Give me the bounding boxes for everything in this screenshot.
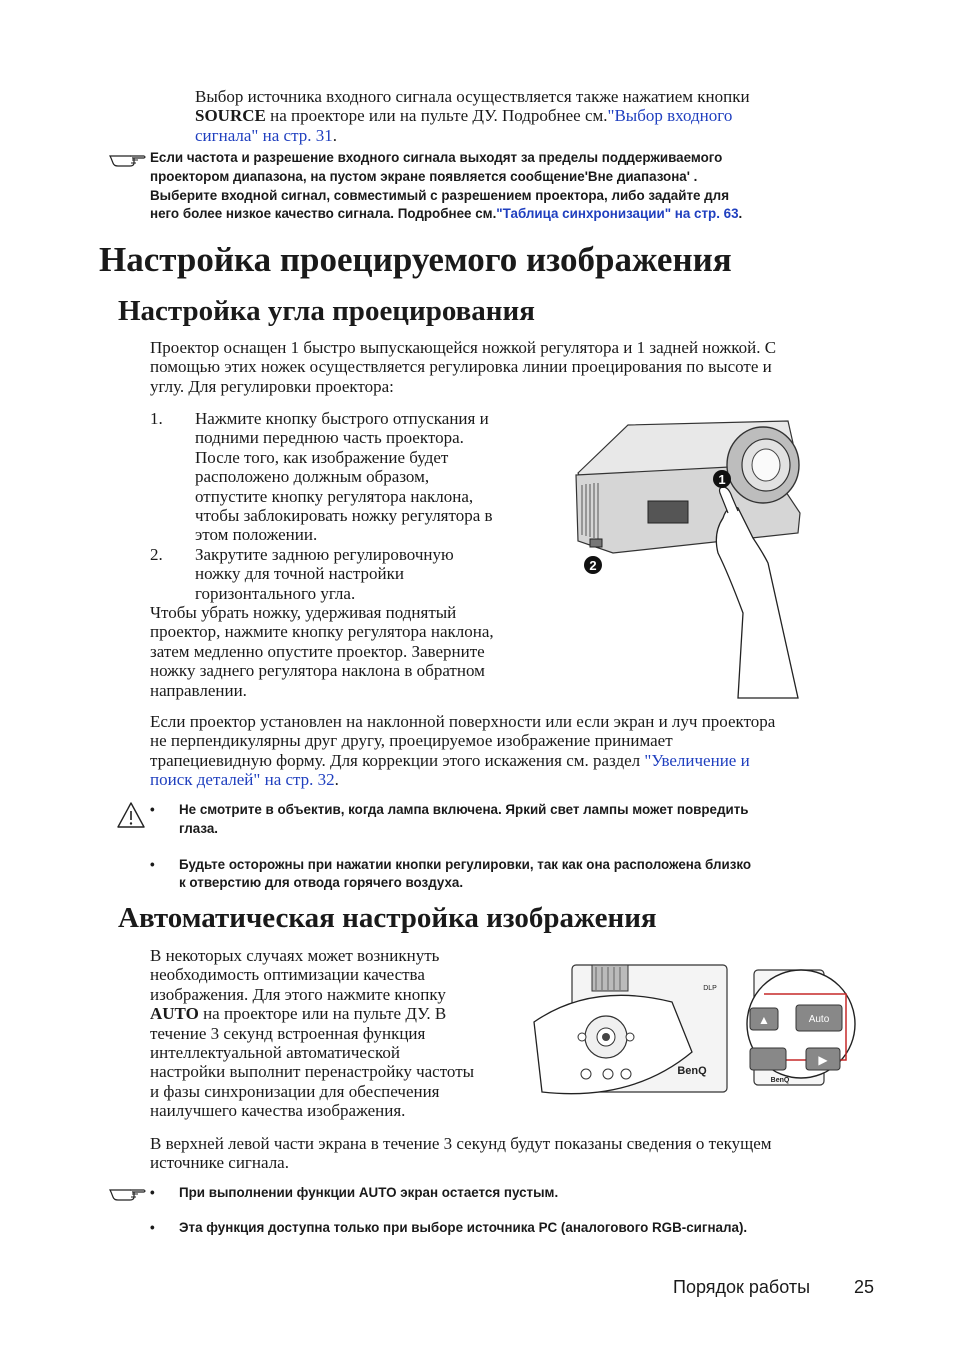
bullet: • bbox=[150, 1219, 155, 1235]
brand-logo: BenQ bbox=[677, 1065, 707, 1077]
text-line: необходимость оптимизации качества bbox=[150, 965, 425, 985]
section-heading-angle: Настройка угла проецирования bbox=[118, 295, 535, 327]
text-line: наилучшего качества изображения. bbox=[150, 1101, 406, 1121]
text-line: глаза. bbox=[179, 820, 219, 836]
text-line: Будьте осторожны при нажатии кнопки регулировки, так как она расположена близко bbox=[179, 856, 752, 872]
text-line: интеллектуальной автоматической bbox=[150, 1043, 400, 1063]
zoom-details-link-cont[interactable]: поиск деталей" на стр. 32 bbox=[150, 770, 335, 790]
left-button[interactable] bbox=[750, 1048, 786, 1070]
text-line: трапециевидную форму. Для коррекции этого искажения см. раздел bbox=[150, 750, 645, 770]
text-line: источнике сигнала. bbox=[150, 1153, 289, 1173]
page-title: Настройка проецируемого изображения bbox=[99, 240, 732, 279]
auto-button-label: Auto bbox=[808, 1014, 830, 1025]
note-hand-icon bbox=[108, 1184, 148, 1204]
text-line: расположено должным образом, bbox=[195, 467, 430, 487]
projector-control-panel-illustration bbox=[532, 962, 740, 1097]
text-line: Чтобы убрать ножку, удерживая поднятый bbox=[150, 603, 457, 623]
note-hand-icon bbox=[108, 150, 148, 170]
bullet: • bbox=[150, 856, 155, 872]
note-out-of-range bbox=[150, 149, 870, 224]
footer-section-name: Порядок работы bbox=[673, 1277, 811, 1297]
right-arrow-icon: ▶ bbox=[818, 1053, 828, 1067]
text-line: Закрутите заднюю регулировочную bbox=[195, 544, 454, 564]
callout-2-label: 2 bbox=[589, 558, 597, 573]
step-number: 2. bbox=[150, 544, 163, 564]
text-line: отпустите кнопку регулятора наклона, bbox=[195, 486, 474, 506]
warning-item-1 bbox=[150, 801, 870, 839]
text-line: этом положении. bbox=[195, 525, 318, 545]
text-line: горизонтального угла. bbox=[195, 583, 356, 603]
text-line: ножку заднего регулятора наклона в обратном bbox=[150, 661, 485, 681]
auto-notes-list bbox=[150, 1184, 870, 1238]
input-select-link[interactable]: "Выбор входного bbox=[607, 106, 733, 126]
angle-intro bbox=[150, 338, 870, 396]
text-line: чтобы заблокировать ножку регулятора в bbox=[195, 506, 493, 526]
intro-text-2: на проекторе или на пульте ДУ. Подробнее см. bbox=[265, 106, 608, 126]
bullet: • bbox=[150, 802, 155, 817]
auto-keyword: AUTO bbox=[150, 1004, 199, 1024]
source-keyword: SOURCE bbox=[195, 106, 266, 126]
text-line: настройки выполнит перенастройку частоты bbox=[150, 1062, 475, 1082]
timing-table-link[interactable]: "Таблица синхронизации" на стр. 63 bbox=[496, 206, 739, 222]
text-line: на проекторе или на пульте ДУ. В bbox=[198, 1004, 447, 1024]
dlp-logo: DLP bbox=[703, 985, 717, 992]
note-line: проектором диапазона, на пустом экране появляется сообщение'Вне диапазона' . bbox=[150, 168, 698, 184]
step-1 bbox=[150, 409, 550, 545]
text-line: проектор, нажмите кнопку регулятора наклона, bbox=[150, 622, 494, 642]
text-line: помощью этих ножек осуществляется регулировка линии проецирования по высоте и bbox=[150, 357, 772, 377]
text-line: Проектор оснащен 1 быстро выпускающейся ножкой регулятора и 1 задней ножкой. С bbox=[150, 338, 777, 357]
remote-auto-illustration bbox=[746, 962, 858, 1097]
text-line: Эта функция доступна только при выборе источника PC (аналогового RGB-сигнала). bbox=[179, 1219, 748, 1235]
auto-paragraph bbox=[150, 946, 530, 1121]
text-line: изображения. Для этого нажмите кнопку bbox=[150, 984, 446, 1004]
text-line: и фазы синхронизации для обеспечения bbox=[150, 1081, 440, 1101]
note-item-2 bbox=[150, 1219, 870, 1238]
note-item-1 bbox=[150, 1184, 870, 1203]
warning-triangle-icon bbox=[116, 801, 146, 829]
steps-list bbox=[150, 409, 550, 700]
period: . bbox=[738, 206, 743, 222]
bullet: • bbox=[150, 1185, 155, 1200]
input-select-link-cont[interactable]: сигнала" на стр. 31 bbox=[195, 125, 333, 145]
text-line: В некоторых случаях может возникнуть bbox=[150, 946, 440, 965]
source-info-paragraph bbox=[150, 1134, 870, 1173]
text-line: не перпендикулярны друг другу, проецируемое изображение принимает bbox=[150, 731, 673, 751]
text-line: направлении. bbox=[150, 680, 247, 700]
text-line: В верхней левой части экрана в течение 3 секунд будут показаны сведения о текущем bbox=[150, 1134, 772, 1153]
warning-list bbox=[150, 801, 870, 893]
text-line: к отверстию для отвода горячего воздуха. bbox=[179, 875, 464, 891]
step-2 bbox=[150, 545, 550, 603]
page-number: 25 bbox=[854, 1277, 875, 1297]
text-line: Не смотрите в объектив, когда лампа включена. Яркий свет лампы может повредить bbox=[179, 802, 749, 817]
text-line: Если проектор установлен на наклонной поверхности или если экран и луч проектора bbox=[150, 712, 776, 731]
text-line: течение 3 секунд встроенная функция bbox=[150, 1023, 426, 1043]
note-line: него более низкое качество сигнала. Подробнее см. bbox=[150, 206, 497, 222]
remote-brand-logo: BenQ bbox=[770, 1077, 790, 1084]
intro-paragraph bbox=[195, 87, 845, 145]
note-line: Если частота и разрешение входного сигнала выходят за пределы поддерживаемого bbox=[150, 150, 723, 165]
text-line: подними переднюю часть проектора. bbox=[195, 428, 464, 448]
callout-1-label: 1 bbox=[718, 472, 726, 487]
section-heading-auto: Автоматическая настройка изображения bbox=[118, 902, 657, 934]
text-line: При выполнении функции AUTO экран остается пустым. bbox=[179, 1185, 559, 1200]
text-line: затем медленно опустите проектор. Заверните bbox=[150, 641, 485, 661]
text-line: ножку для точной настройки bbox=[195, 564, 404, 584]
remove-foot-paragraph bbox=[150, 603, 550, 700]
up-arrow-icon: ▲ bbox=[758, 1013, 770, 1027]
projector-tilt-illustration bbox=[568, 413, 828, 703]
zoom-details-link[interactable]: "Увеличение и bbox=[644, 750, 750, 770]
note-line: Выберите входной сигнал, совместимый с разрешением проектора, либо задайте для bbox=[150, 187, 730, 203]
step-number: 1. bbox=[150, 409, 163, 428]
text-line: После того, как изображение будет bbox=[195, 447, 449, 467]
period: . bbox=[334, 770, 339, 790]
intro-text: Выбор источника входного сигнала осуществляется также нажатием кнопки bbox=[195, 87, 750, 106]
warning-item-2 bbox=[150, 856, 870, 894]
keystone-paragraph bbox=[150, 712, 870, 790]
text-line: углу. Для регулировки проектора: bbox=[150, 376, 394, 396]
period: . bbox=[332, 125, 337, 145]
text-line: Нажмите кнопку быстрого отпускания и bbox=[195, 409, 489, 428]
